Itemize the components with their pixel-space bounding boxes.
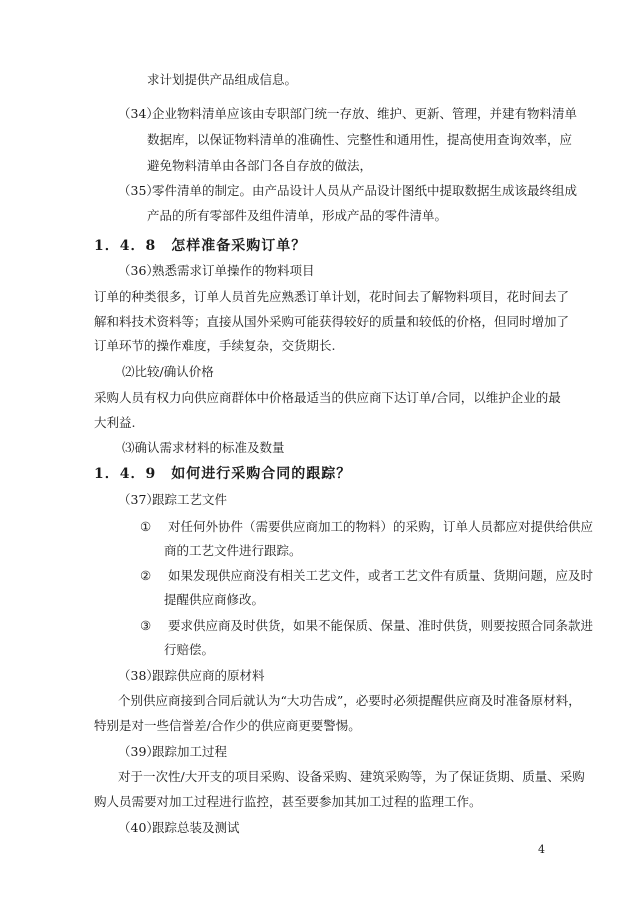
paragraph-line: 产品的所有零部件及组件清单，形成产品的零件清单。 xyxy=(147,208,448,223)
item-37 xyxy=(118,491,227,509)
circled-item-3 xyxy=(140,617,593,635)
item-36 xyxy=(118,262,315,280)
item-number: （36） xyxy=(118,263,159,278)
circled-item-1 xyxy=(140,518,593,536)
paragraph-line: 商的工艺文件进行跟踪。 xyxy=(164,543,302,558)
paragraph-line: 个别供应商接到合同后就认为“大功告成”，必要时必须提醒供应商及时准备原材料， xyxy=(118,693,581,708)
item-number: （40） xyxy=(118,820,159,835)
circled-item-2 xyxy=(140,567,593,585)
sub-item-heading: ⑵比较/确认价格 xyxy=(122,364,214,379)
paragraph-line: 购人员需要对加工过程进行监控，甚至要参加其加工过程的监理工作。 xyxy=(94,794,482,809)
item-number: （37） xyxy=(118,492,159,507)
paragraph-line: 数据库，以保证物料清单的准确性、完整性和通用性，提高使用查询效率，应 xyxy=(147,132,573,147)
item-text: 对任何外协件（需要供应商加工的物料）的采购，订单人员都应对提供给供应 xyxy=(167,519,593,534)
item-34 xyxy=(118,105,577,123)
item-39 xyxy=(118,743,227,761)
paragraph-line: 订单的种类很多，订单人员首先应熟悉订单计划，花时间去了解物料项目，花时间去了 xyxy=(94,289,570,304)
paragraph-line: 采购人员有权力向供应商群体中价格最适当的供应商下达订单/合同，以维护企业的最 xyxy=(94,390,561,405)
item-text: 熟悉需求订单操作的物料项目 xyxy=(151,263,315,278)
paragraph-line: 对于一次性/大开支的项目采购、设备采购、建筑采购等，为了保证货期、质量、采购 xyxy=(118,769,585,784)
item-text: 跟踪供应商的原材料 xyxy=(151,668,265,683)
paragraph-line: 解和料技术资料等；直接从国外采购可能获得较好的质量和较低的价格，但同时增加了 xyxy=(94,314,570,329)
item-text: 如果发现供应商没有相关工艺文件，或者工艺文件有质量、货期问题，应及时 xyxy=(167,568,593,583)
item-40 xyxy=(118,819,240,837)
section-heading-1-4-9: 1．4．9 如何进行采购合同的跟踪？ xyxy=(94,466,352,482)
item-number: （38） xyxy=(118,668,159,683)
paragraph-line: 避免物料清单由各部门各自存放的做法， xyxy=(147,158,373,173)
paragraph-line: 订单环节的操作难度，手续复杂，交货期长. xyxy=(94,338,336,353)
item-38 xyxy=(118,667,265,685)
paragraph-line: 大利益. xyxy=(94,415,136,430)
circled-number: ③ xyxy=(140,618,152,633)
item-text: 零件清单的制定。由产品设计人员从产品设计图纸中提取数据生成该最终组成 xyxy=(151,183,577,198)
paragraph-line: 求计划提供产品组成信息。 xyxy=(147,72,298,87)
sub-item-heading: ⑶确认需求材料的标准及数量 xyxy=(122,440,285,455)
item-text: 企业物料清单应该由专职部门统一存放、维护、更新、管理，并建有物料清单 xyxy=(151,106,577,121)
paragraph-line: 特别是对一些信誉差/合作少的供应商更要警惕。 xyxy=(94,718,361,733)
item-text: 跟踪工艺文件 xyxy=(151,492,227,507)
circled-number: ② xyxy=(140,568,152,583)
paragraph-line: 行赔偿。 xyxy=(164,642,215,657)
section-heading-1-4-8: 1．4．8 怎样准备采购订单？ xyxy=(94,238,307,254)
item-number: （34） xyxy=(118,106,159,121)
item-text: 要求供应商及时供货，如果不能保质、保量、准时供货，则要按照合同条款进 xyxy=(167,618,593,633)
item-number: （35） xyxy=(118,183,159,198)
item-text: 跟踪总装及测试 xyxy=(151,820,240,835)
paragraph-line: 提醒供应商修改。 xyxy=(164,592,265,607)
item-text: 跟踪加工过程 xyxy=(151,744,227,759)
page-number: 4 xyxy=(538,843,545,856)
item-35 xyxy=(118,182,577,200)
item-number: （39） xyxy=(118,744,159,759)
circled-number: ① xyxy=(140,519,152,534)
